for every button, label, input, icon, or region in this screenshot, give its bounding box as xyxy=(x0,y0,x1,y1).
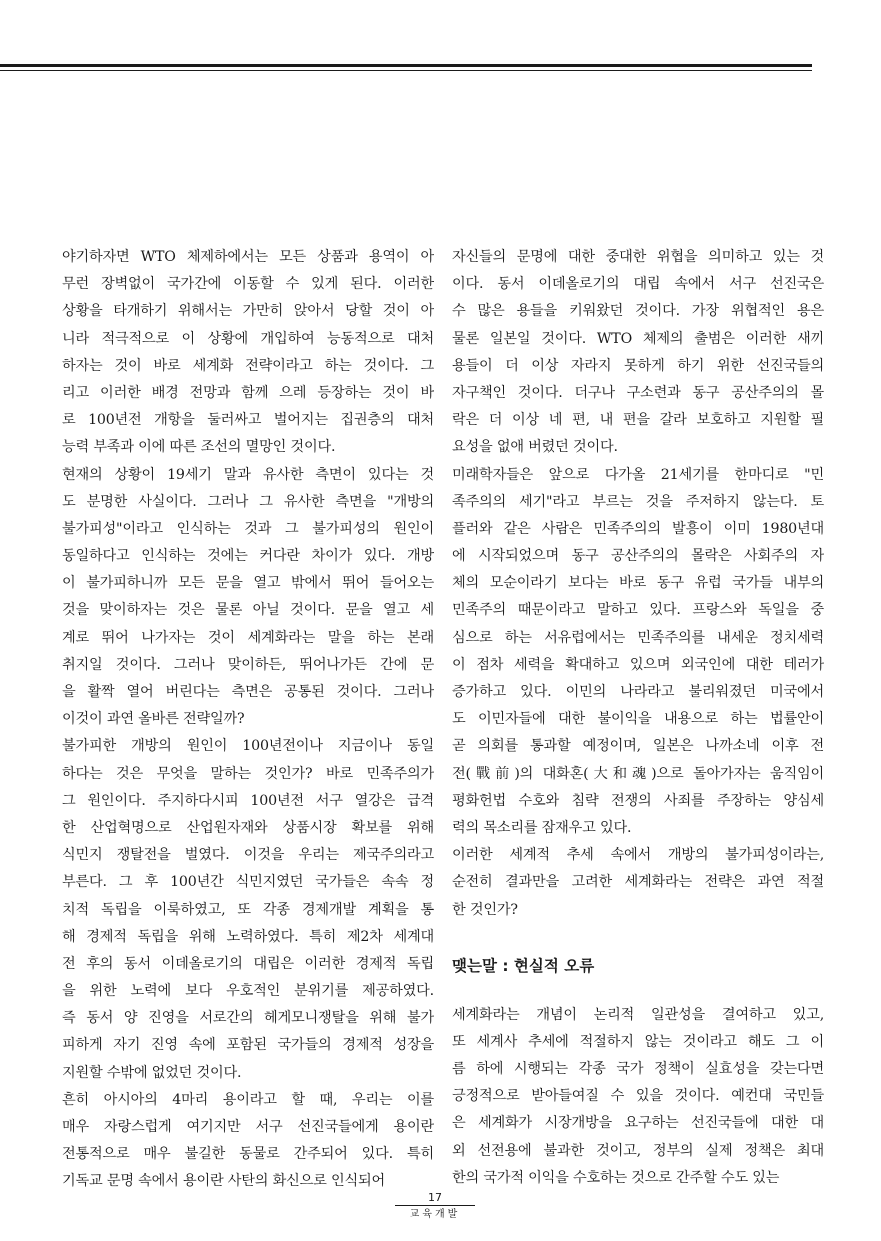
text-line: 한 것인가? xyxy=(452,901,518,918)
text-line: 자신들의 문명에 대한 중대한 위협을 의미하고 있는 것 xyxy=(452,249,824,265)
text-line: 야기하자면 WTO 체제하에서는 모든 상품과 용역이 아 xyxy=(62,249,434,265)
text-line: 미래학자들은 앞으로 다가올 21세기를 한마디로 "민 xyxy=(452,466,824,483)
text-line: 외 선전용에 불과한 것이고, 정부의 실제 정책은 최대 xyxy=(452,1142,824,1159)
text-line: 이러한 세계적 추세 속에서 개방의 불가피성이라는, xyxy=(452,847,824,864)
text-line: 평화헌법 수호와 침략 전쟁의 사죄를 주장하는 양심세 xyxy=(452,792,824,809)
text-line: 에 시작되었으며 동구 공산주의의 몰락은 사회주의 자 xyxy=(452,548,824,565)
text-line: 하다는 것은 무엇을 말하는 것인가? 바로 민족주의가 xyxy=(62,765,434,782)
text-line: 로 100년전 개항을 둘러싸고 벌어지는 집권층의 대처 xyxy=(62,412,434,429)
text-line: 한의 국가적 이익을 수호하는 것으로 간주할 수도 있는 xyxy=(452,1169,780,1186)
footer-rule xyxy=(395,1205,475,1206)
text-line: 요성을 없애 버렸던 것이다. xyxy=(452,439,618,456)
text-line: 불가피성"이라고 인식하는 것과 그 불가피성의 원인이 xyxy=(62,520,434,537)
text-line: 은 세계화가 시장개방을 요구하는 선진국들에 대한 대 xyxy=(452,1115,824,1132)
text-line: 부른다. 그 후 100년간 식민지였던 국가들은 속속 정 xyxy=(62,874,434,891)
text-line: 심으로 하는 서유럽에서는 민족주의를 내세운 정치세력 xyxy=(452,629,824,646)
right-text-column xyxy=(452,244,824,1192)
text-line: 도 분명한 사실이다. 그러나 그 유사한 측면을 "개방의 xyxy=(62,493,434,510)
text-line: 능력 부족과 이에 따른 조선의 멸망인 것이다. xyxy=(62,439,336,456)
text-line: 이 불가피하니까 모든 문을 열고 밖에서 뛰어 들어오는 xyxy=(62,575,434,592)
text-line: 전 후의 동서 이데올로기의 대립은 이러한 경제적 독립 xyxy=(62,955,434,972)
section-heading: 맺는말 : 현실적 오류 xyxy=(452,956,595,975)
text-line: 현재의 상황이 19세기 말과 유사한 측면이 있다는 것 xyxy=(62,466,434,483)
text-line: 피하게 자기 진영 속에 포함된 국가들의 경제적 성장을 xyxy=(62,1037,434,1054)
text-line: 식민지 쟁탈전을 벌였다. 이것을 우리는 제국주의라고 xyxy=(62,847,434,864)
text-line: 민족주의 때문이라고 말하고 있다. 프랑스와 독일을 중 xyxy=(452,602,824,619)
text-line: 족주의의 세기"라고 부르는 것을 주저하지 않는다. 토 xyxy=(452,493,824,510)
text-line: 순전히 결과만을 고려한 세계화라는 전략은 과연 적절 xyxy=(452,874,824,891)
text-line: 전통적으로 매우 불길한 동물로 간주되어 있다. 특히 xyxy=(62,1146,434,1163)
text-line: 증가하고 있다. 이민의 나라라고 불리워졌던 미국에서 xyxy=(452,684,824,700)
text-line: 것을 맞이하자는 것은 물론 아닐 것이다. 문을 열고 세 xyxy=(62,602,434,619)
text-line: 물론 일본일 것이다. WTO 체제의 출범은 이러한 새끼 xyxy=(452,330,824,347)
right-column-body xyxy=(452,244,824,924)
text-line: 세계화라는 개념이 논리적 일관성을 결여하고 있고, xyxy=(452,1006,824,1023)
text-line: 또 세계사 추세에 적절하지 않는 것이라고 해도 그 이 xyxy=(452,1033,824,1050)
text-line: 흔히 아시아의 4마리 용이라고 할 때, 우리는 이를 xyxy=(62,1091,434,1108)
text-line: 동일하다고 인식하는 것에는 커다란 차이가 있다. 개방 xyxy=(62,548,434,565)
text-line: 해 경제적 독립을 위해 노력하였다. 특히 제2차 세계대 xyxy=(62,928,434,945)
text-line: 기독교 문명 속에서 용이란 사탄의 화신으로 인식되어 xyxy=(62,1173,385,1190)
text-line: 계로 뛰어 나가자는 것이 세계화라는 말을 하는 본래 xyxy=(62,629,434,646)
text-line: 도 이민자들에 대한 불이익을 내용으로 하는 법률안이 xyxy=(452,711,824,728)
conclusion-body xyxy=(452,1002,824,1192)
text-line: 지원할 수밖에 없었던 것이다. xyxy=(62,1064,242,1081)
text-line: 하자는 것이 바로 세계화 전략이라고 하는 것이다. 그 xyxy=(62,357,434,374)
page-number: 17 xyxy=(428,1191,442,1204)
text-line: 그 원인이다. 주지하다시피 100년전 서구 열강은 급격 xyxy=(62,792,434,809)
text-line: 곧 의회를 통과할 예정이며, 일본은 나까소네 이후 전 xyxy=(452,738,824,755)
text-line: 상황을 타개하기 위해서는 가만히 앉아서 당할 것이 아 xyxy=(62,303,434,320)
left-text-column xyxy=(62,244,434,1196)
header-rule-thick xyxy=(0,64,812,67)
text-line: 전(戰前)의 대화혼(大和魂)으로 돌아가자는 움직임이 xyxy=(452,765,824,782)
text-line: 이 점차 세력을 확대하고 있으며 외국인에 대한 테러가 xyxy=(452,656,824,673)
text-line: 플러와 같은 사람은 민족주의의 발흥이 이미 1980년대 xyxy=(452,520,824,537)
text-line: 용들이 더 이상 자라지 못하게 하기 위한 선진국들의 xyxy=(452,357,824,374)
text-line: 력의 목소리를 잠재우고 있다. xyxy=(452,819,632,836)
text-line: 체의 모순이라기 보다는 바로 동구 유럽 국가들 내부의 xyxy=(452,575,824,592)
text-line: 무런 장벽없이 국가간에 이동할 수 있게 된다. 이러한 xyxy=(62,276,434,293)
text-line: 이것이 과연 올바른 전략일까? xyxy=(62,711,245,728)
text-line: 자구책인 것이다. 더구나 구소련과 동구 공산주의의 몰 xyxy=(452,384,824,401)
text-line: 수 많은 용들을 키워왔던 것이다. 가장 위협적인 용은 xyxy=(452,303,824,320)
text-line: 리고 이러한 배경 전망과 함께 으레 등장하는 것이 바 xyxy=(62,384,434,401)
text-line: 한 산업혁명으로 산업원자재와 상품시장 확보를 위해 xyxy=(62,819,434,836)
text-line: 치적 독립을 이룩하였고, 또 각종 경제개발 계획을 통 xyxy=(62,901,434,918)
page-footer xyxy=(380,1191,490,1221)
text-line: 긍정적으로 받아들여질 수 있을 것이다. 예컨대 국민들 xyxy=(452,1088,824,1105)
text-line: 을 활짝 열어 버린다는 측면은 공통된 것이다. 그러나 xyxy=(62,684,434,700)
text-line: 름 하에 시행되는 각종 국가 정책이 실효성을 갖는다면 xyxy=(452,1061,824,1078)
text-line: 매우 자랑스럽게 여기지만 서구 선진국들에게 용이란 xyxy=(62,1119,434,1135)
text-line: 니라 적극적으로 이 상황에 개입하여 능동적으로 대처 xyxy=(62,330,434,347)
text-line: 즉 동서 양 진영을 서로간의 헤게모니쟁탈을 위해 불가 xyxy=(62,1010,434,1027)
text-line: 락은 더 이상 네 편, 내 편을 갈라 보호하고 지원할 필 xyxy=(452,412,824,429)
journal-name: 교육개발 xyxy=(409,1209,461,1220)
text-line: 이다. 동서 이데올로기의 대립 속에서 서구 선진국은 xyxy=(452,276,824,293)
text-line: 취지일 것이다. 그러나 맞이하든, 뛰어나가든 간에 문 xyxy=(62,656,434,673)
text-line: 불가피한 개방의 원인이 100년전이나 지금이나 동일 xyxy=(62,738,434,755)
text-line: 을 위한 노력에 보다 우호적인 분위기를 제공하였다. xyxy=(62,983,434,1000)
header-rule-thin xyxy=(0,70,812,71)
